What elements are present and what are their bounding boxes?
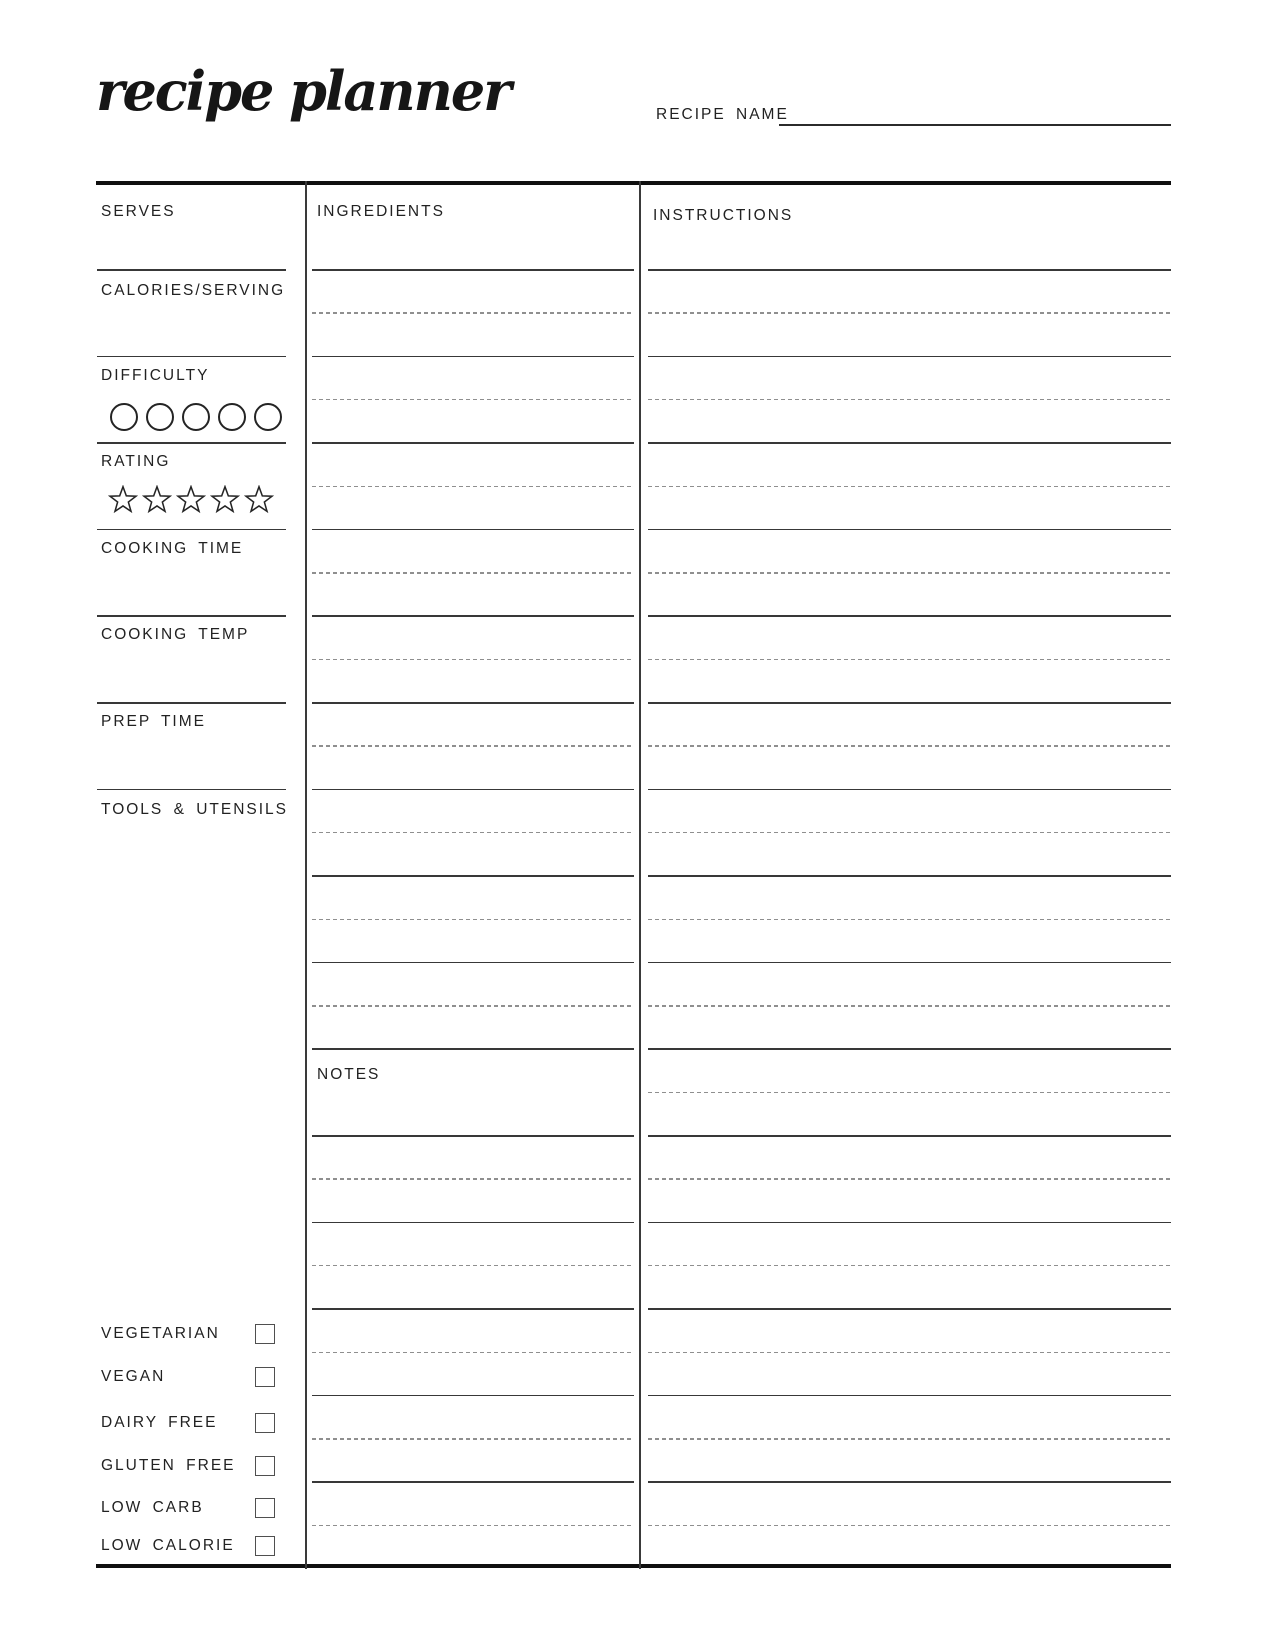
instructions-ruled-line: [648, 572, 1171, 574]
instructions-ruled-line: [648, 1525, 1171, 1527]
field-calories-serving-label: CALORIES/SERVING: [101, 282, 286, 299]
ingredients-ruled-line: [312, 442, 634, 444]
notes-ruled-line: [312, 1178, 634, 1180]
rating-selector[interactable]: [108, 485, 274, 514]
instructions-ruled-line: [648, 442, 1171, 444]
notes-ruled-line: [312, 1438, 634, 1440]
ingredients-ruled-line: [312, 1005, 634, 1007]
instructions-header: INSTRUCTIONS: [653, 207, 794, 224]
ingredients-ruled-line: [312, 702, 634, 704]
notes-ruled-line: [312, 1395, 634, 1397]
ingredients-ruled-line: [312, 486, 634, 488]
star-outline-icon[interactable]: [210, 485, 240, 514]
vegan-checkbox[interactable]: [255, 1367, 275, 1387]
ingredients-ruled-line: [312, 1048, 634, 1050]
instructions-ruled-line: [648, 615, 1171, 617]
left-panel-section-line: [97, 442, 286, 444]
instructions-ruled-line: [648, 789, 1171, 791]
difficulty-selector[interactable]: [110, 403, 282, 431]
ingredients-ruled-line: [312, 356, 634, 358]
low-carb-checkbox[interactable]: [255, 1498, 275, 1518]
notes-ruled-line: [312, 1265, 634, 1267]
dietary-vegetarian-label: VEGETARIAN: [101, 1325, 220, 1342]
table-top-border: [96, 181, 1171, 185]
instructions-ruled-line: [648, 312, 1171, 314]
notes-header: NOTES: [317, 1066, 381, 1083]
gluten-free-checkbox[interactable]: [255, 1456, 275, 1476]
notes-ruled-line: [312, 1222, 634, 1224]
dietary-vegan-label: VEGAN: [101, 1368, 166, 1385]
left-panel-section-line: [97, 269, 286, 271]
instructions-ruled-line: [648, 399, 1171, 401]
dietary-low-carb-label: LOW CARB: [101, 1499, 204, 1516]
circle-outline-icon[interactable]: [146, 403, 174, 431]
notes-ruled-line: [312, 1308, 634, 1310]
instructions-ruled-line: [648, 486, 1171, 488]
star-outline-icon[interactable]: [142, 485, 172, 514]
notes-ruled-line: [312, 1352, 634, 1354]
column-divider-left: [305, 181, 307, 1569]
ingredients-ruled-line: [312, 312, 634, 314]
left-panel-section-line: [97, 789, 286, 791]
star-outline-icon[interactable]: [176, 485, 206, 514]
dietary-low-calorie-label: LOW CALORIE: [101, 1537, 235, 1554]
instructions-ruled-line: [648, 529, 1171, 531]
instructions-ruled-line: [648, 1135, 1171, 1137]
ingredients-ruled-line: [312, 962, 634, 964]
left-panel-section-line: [97, 356, 286, 358]
field-tools-utensils-label: TOOLS & UTENSILS: [101, 801, 289, 818]
column-divider-right: [639, 181, 641, 1569]
ingredients-header: INGREDIENTS: [317, 203, 445, 220]
star-outline-icon[interactable]: [108, 485, 138, 514]
instructions-ruled-line: [648, 1265, 1171, 1267]
left-panel-section-line: [97, 615, 286, 617]
ingredients-ruled-line: [312, 615, 634, 617]
low-calorie-checkbox[interactable]: [255, 1536, 275, 1556]
field-cooking-time-label: COOKING TIME: [101, 540, 244, 557]
instructions-ruled-line: [648, 1481, 1171, 1483]
instructions-ruled-line: [648, 1092, 1171, 1094]
star-outline-icon[interactable]: [244, 485, 274, 514]
ingredients-ruled-line: [312, 529, 634, 531]
instructions-ruled-line: [648, 356, 1171, 358]
ingredients-ruled-line: [312, 659, 634, 661]
notes-ruled-line: [312, 1525, 634, 1527]
ingredients-ruled-line: [312, 572, 634, 574]
circle-outline-icon[interactable]: [110, 403, 138, 431]
field-rating-label: RATING: [101, 453, 171, 470]
table-bottom-border: [96, 1564, 1171, 1568]
dietary-gluten-free-label: GLUTEN FREE: [101, 1457, 236, 1474]
instructions-ruled-line: [648, 1178, 1171, 1180]
instructions-ruled-line: [648, 702, 1171, 704]
instructions-ruled-line: [648, 919, 1171, 921]
circle-outline-icon[interactable]: [254, 403, 282, 431]
field-difficulty-label: DIFFICULTY: [101, 367, 210, 384]
instructions-ruled-line: [648, 1438, 1171, 1440]
instructions-ruled-line: [648, 659, 1171, 661]
ingredients-ruled-line: [312, 399, 634, 401]
ingredients-ruled-line: [312, 919, 634, 921]
page-title: recipe planner: [96, 59, 510, 123]
circle-outline-icon[interactable]: [218, 403, 246, 431]
instructions-ruled-line: [648, 1048, 1171, 1050]
field-cooking-temp-label: COOKING TEMP: [101, 626, 250, 643]
ingredients-ruled-line: [312, 269, 634, 271]
vegetarian-checkbox[interactable]: [255, 1324, 275, 1344]
instructions-ruled-line: [648, 832, 1171, 834]
instructions-ruled-line: [648, 745, 1171, 747]
instructions-ruled-line: [648, 1308, 1171, 1310]
instructions-ruled-line: [648, 1395, 1171, 1397]
left-panel-section-line: [97, 529, 286, 531]
recipe-name-label: RECIPE NAME: [656, 106, 789, 123]
dairy-free-checkbox[interactable]: [255, 1413, 275, 1433]
notes-ruled-line: [312, 1481, 634, 1483]
circle-outline-icon[interactable]: [182, 403, 210, 431]
instructions-ruled-line: [648, 875, 1171, 877]
left-panel-section-line: [97, 702, 286, 704]
instructions-ruled-line: [648, 269, 1171, 271]
instructions-ruled-line: [648, 1222, 1171, 1224]
ingredients-ruled-line: [312, 789, 634, 791]
notes-ruled-line: [312, 1135, 634, 1137]
instructions-ruled-line: [648, 1005, 1171, 1007]
field-serves-label: SERVES: [101, 203, 176, 220]
ingredients-ruled-line: [312, 832, 634, 834]
instructions-ruled-line: [648, 962, 1171, 964]
ingredients-ruled-line: [312, 875, 634, 877]
recipe-name-input-line[interactable]: [779, 124, 1171, 126]
field-prep-time-label: PREP TIME: [101, 713, 206, 730]
instructions-ruled-line: [648, 1352, 1171, 1354]
ingredients-ruled-line: [312, 745, 634, 747]
dietary-dairy-free-label: DAIRY FREE: [101, 1414, 218, 1431]
